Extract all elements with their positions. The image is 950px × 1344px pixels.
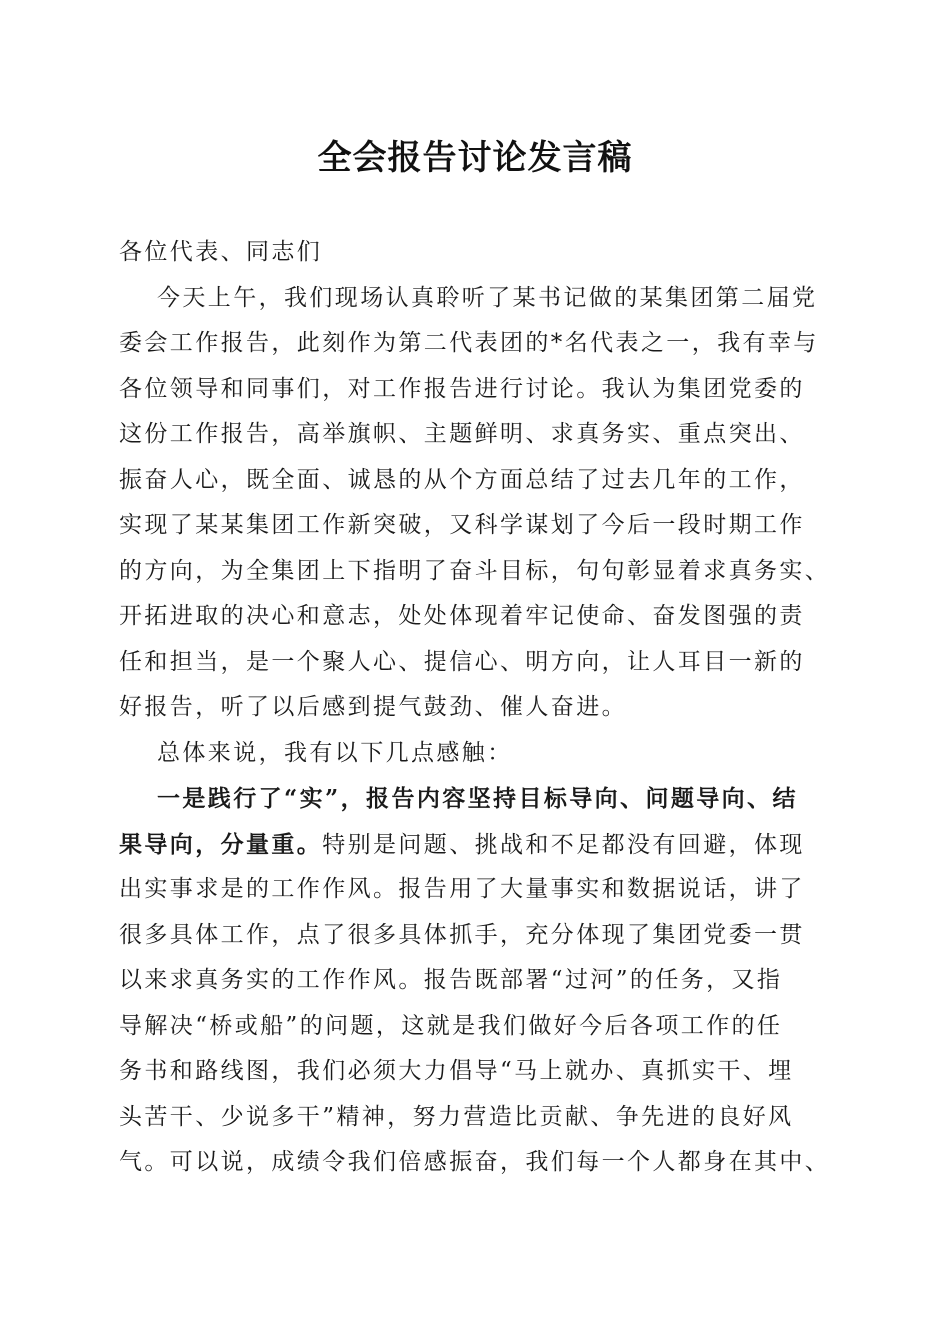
paragraph-line: 很多具体工作，点了很多具体抓手，充分体现了集团党委一贯 [119,921,805,948]
paragraph-line: 好报告，听了以后感到提气鼓劲、催人奋进。 [119,694,627,720]
point-heading-tail: 果导向，分量重。 [119,830,323,858]
paragraph-line: 这份工作报告，高举旗帜、主题鲜明、求真务实、重点突出、 [119,421,805,447]
document-title: 全会报告讨论发言稿 [317,138,633,178]
point-heading-line: 一是践行了“实”，报告内容坚持目标导向、问题导向、结 [157,785,798,812]
paragraph-line-tail: 特别是问题、挑战和不足都没有回避，体现 [322,831,805,858]
paragraph-line: 气。可以说，成绩令我们倍感振奋，我们每一个人都身在其中、 [119,1149,831,1175]
document-body [119,230,839,1186]
point-heading-line-mixed [119,822,839,868]
paragraph-line: 委会工作报告，此刻作为第二代表团的*名代表之一，我有幸与 [119,330,819,356]
paragraph-line: 今天上午，我们现场认真聆听了某书记做的某集团第二届党 [157,284,818,311]
paragraph-line: 开拓进取的决心和意志，处处体现着牢记使命、奋发图强的责 [119,603,805,629]
paragraph-line: 导解决“桥或船”的问题，这就是我们做好今后各项工作的任 [119,1012,783,1039]
paragraph-line: 实现了某某集团工作新突破，又科学谋划了今后一段时期工作 [119,512,805,538]
paragraph-line: 头苦干、少说多干”精神，努力营造比贡献、争先进的良好风 [119,1103,794,1130]
paragraph-line: 振奋人心，既全面、诚恳的从个方面总结了过去几年的工作， [119,466,805,493]
paragraph-line: 出实事求是的工作作风。报告用了大量事实和数据说话，讲了 [119,876,805,902]
paragraph-line: 总体来说，我有以下几点感触： [157,739,513,766]
paragraph-line: 以来求真务实的工作作风。报告既部署“过河”的任务，又指 [119,967,783,993]
paragraph-line: 务书和路线图，我们必须大力倡导“马上就办、真抓实干、埋 [119,1058,794,1084]
paragraph-line: 的方向，为全集团上下指明了奋斗目标，句句彰显着求真务实、 [119,557,831,584]
paragraph-line: 任和担当，是一个聚人心、提信心、明方向，让人耳目一新的 [119,648,805,675]
salutation-line: 各位代表、同志们 [119,239,323,265]
paragraph-line: 各位领导和同事们，对工作报告进行讨论。我认为集团党委的 [119,375,805,402]
